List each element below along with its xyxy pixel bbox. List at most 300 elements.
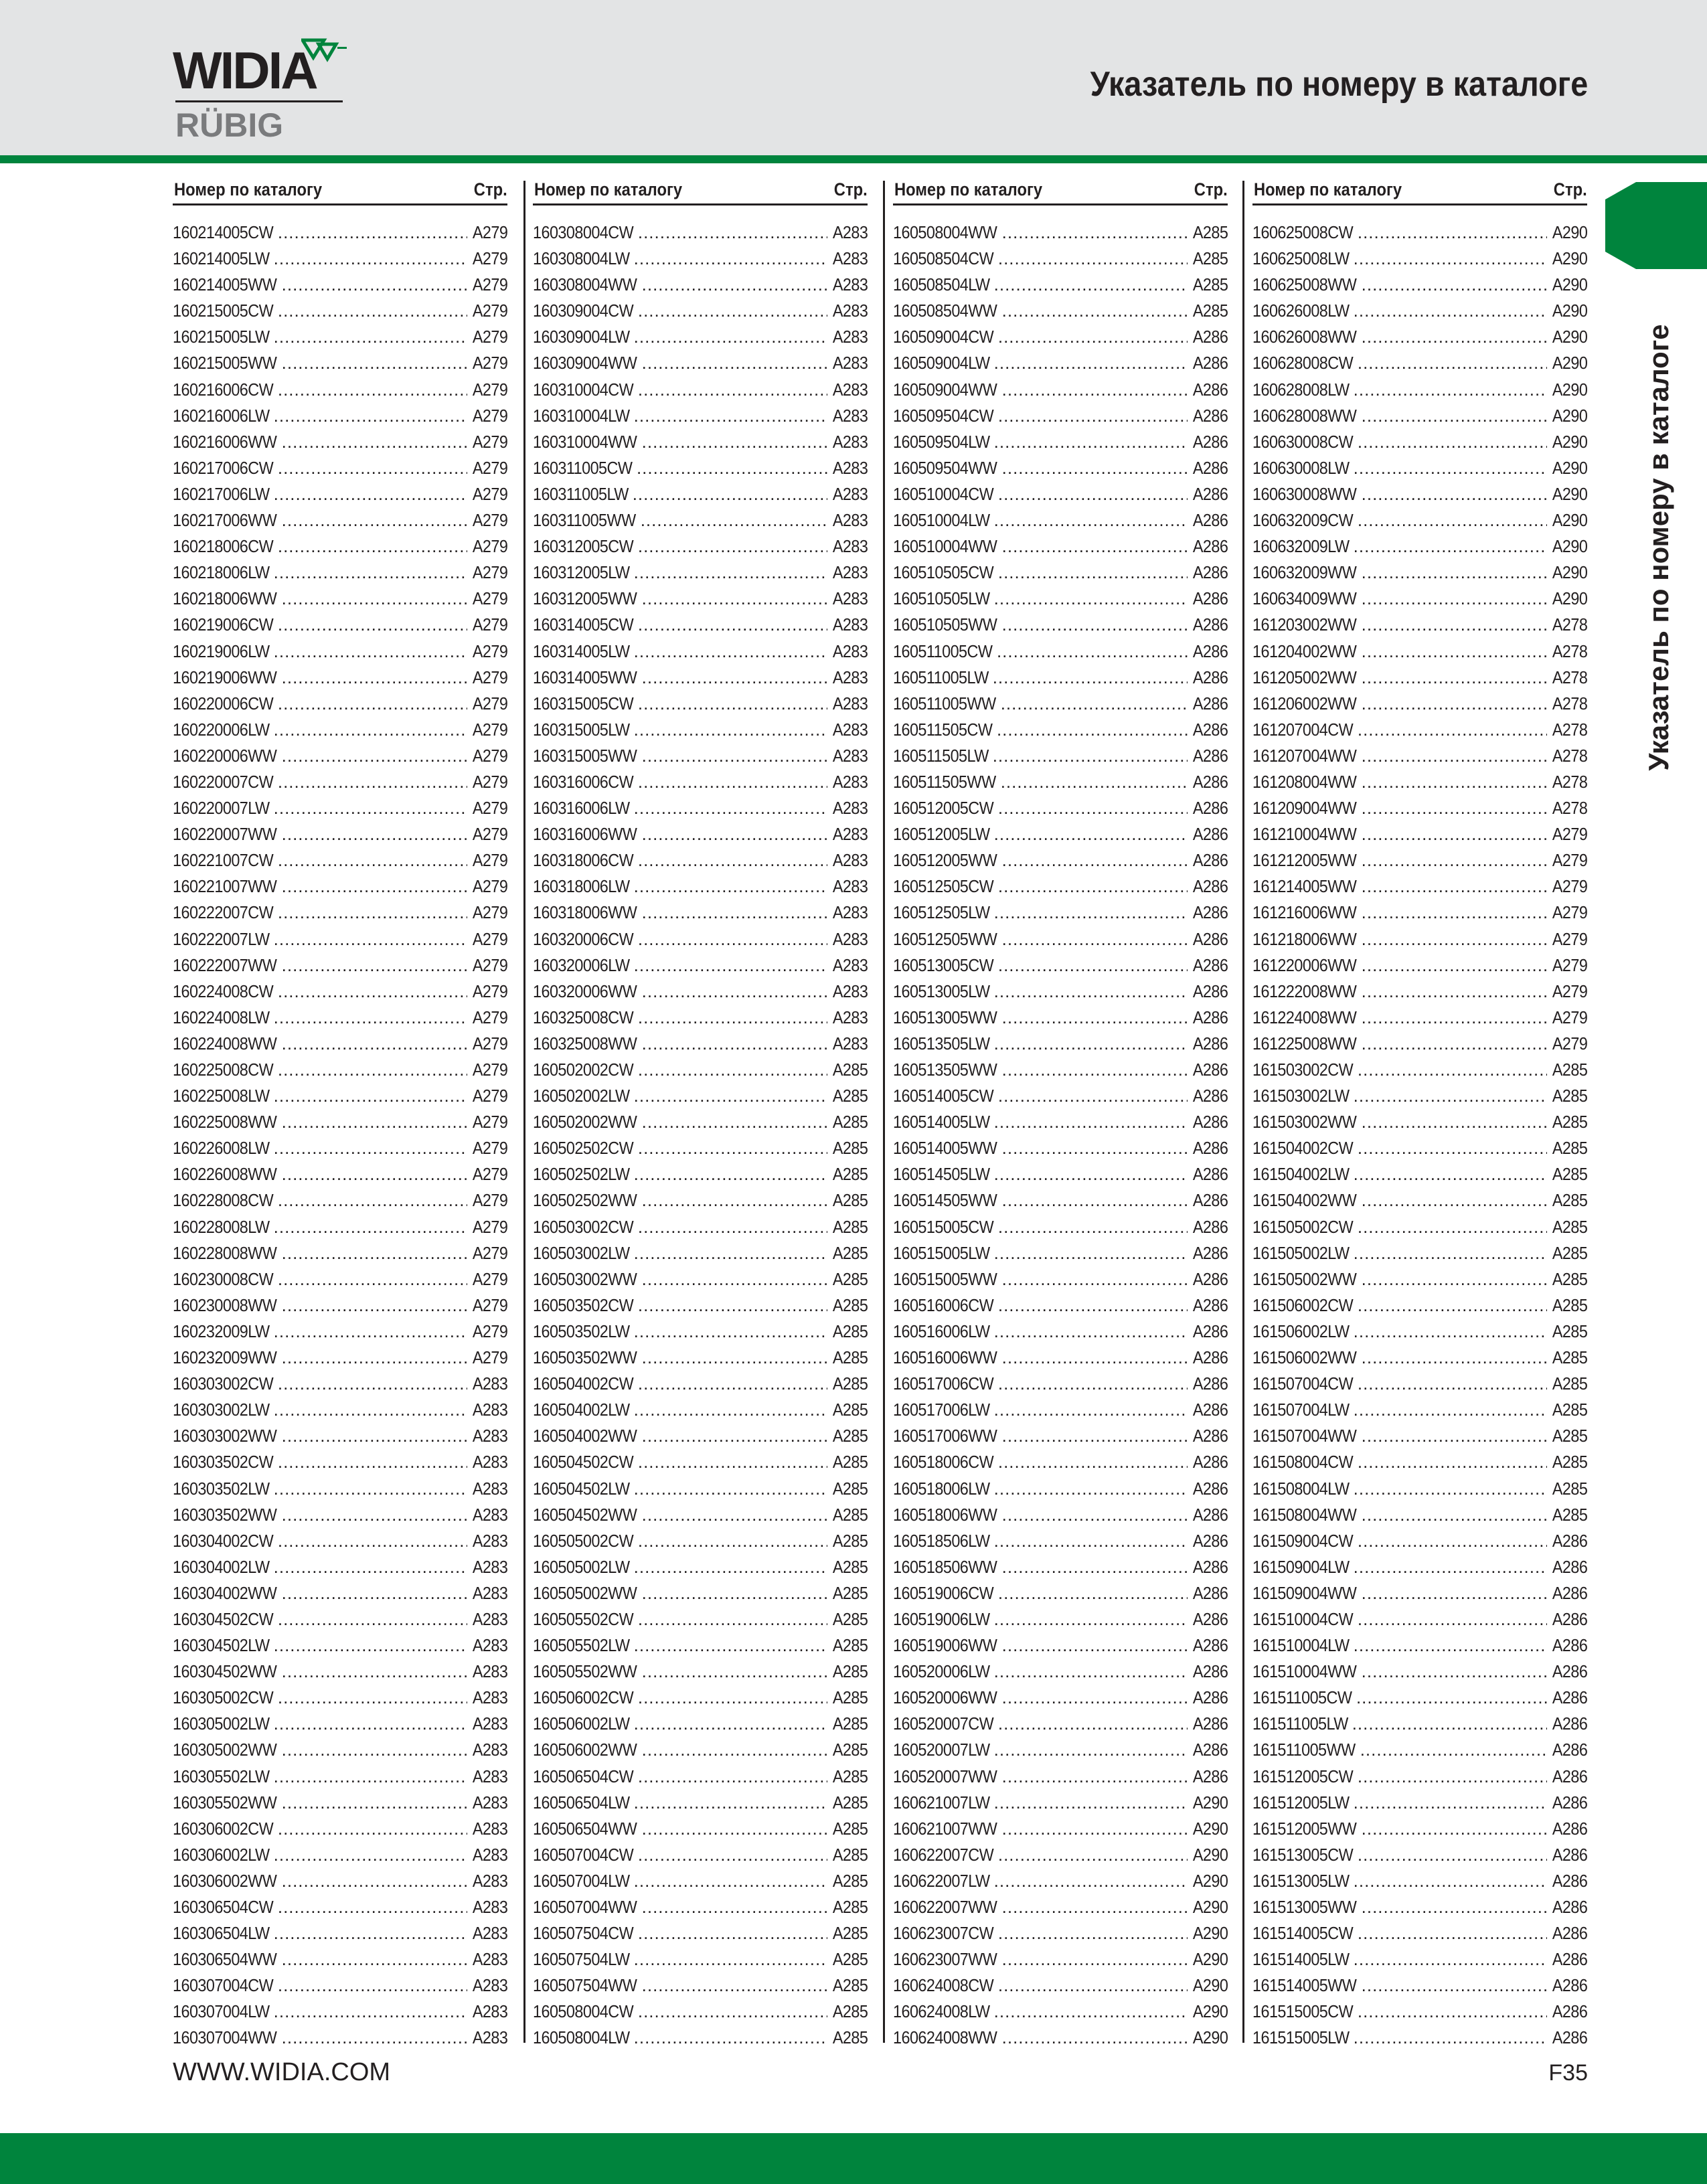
catalog-number: 160502002CW: [533, 1060, 634, 1080]
catalog-number: 160320006CW: [533, 928, 634, 949]
index-row: [173, 979, 507, 1005]
catalog-number: 160318006LW: [533, 876, 630, 897]
index-row: [1252, 1423, 1587, 1449]
catalog-number: 160314005CW: [533, 614, 634, 635]
catalog-number: 160305502LW: [173, 1766, 270, 1786]
index-row: [893, 246, 1228, 272]
catalog-number: 160621007LW: [893, 1792, 990, 1813]
dot-leader: [638, 1292, 827, 1319]
logo-widia-text: WIDIA: [173, 41, 317, 100]
page-reference: A286: [1192, 954, 1228, 975]
index-row: [173, 665, 507, 691]
column-divider: [523, 181, 525, 2043]
index-row: [533, 1109, 868, 1135]
dot-leader: [1362, 586, 1547, 612]
dot-leader: [278, 1449, 467, 1475]
index-row: [893, 1764, 1228, 1790]
index-row: [533, 769, 868, 795]
catalog-number: 160515005CW: [893, 1216, 994, 1237]
index-row: [173, 1842, 507, 1868]
index-row: [1252, 873, 1587, 900]
dot-leader: [994, 1240, 1188, 1266]
page-reference: A286: [1192, 1766, 1228, 1786]
dot-leader: [1358, 1999, 1547, 2025]
dot-leader: [642, 1737, 827, 1763]
catalog-number: 161508004CW: [1252, 1452, 1354, 1473]
catalog-number: 160217006WW: [173, 510, 277, 531]
dot-leader: [634, 1476, 827, 1502]
catalog-number: 160218006CW: [173, 536, 274, 557]
catalog-number: 160516006CW: [893, 1294, 994, 1315]
page-reference: A290: [1192, 2027, 1228, 2048]
page-reference: A290: [1192, 1975, 1228, 1996]
page-reference: A279: [1552, 954, 1587, 975]
dot-leader: [994, 1319, 1188, 1345]
dot-leader: [278, 612, 467, 638]
catalog-number: 161514005CW: [1252, 1923, 1354, 1944]
page-reference: A286: [1552, 1740, 1587, 1760]
dot-leader: [638, 1135, 827, 1161]
page-reference: A286: [1552, 1766, 1587, 1786]
index-row: [893, 1345, 1228, 1371]
page-reference: A283: [472, 2001, 507, 2022]
catalog-number: 160508504LW: [893, 274, 990, 295]
page-reference: A286: [1192, 1713, 1228, 1734]
catalog-number: 160316006LW: [533, 798, 630, 819]
catalog-number: 160217006CW: [173, 457, 274, 478]
catalog-number: 160303002WW: [173, 1426, 277, 1446]
page-reference: A279: [472, 510, 507, 531]
dot-leader: [634, 952, 827, 979]
index-row: [893, 665, 1228, 691]
dot-leader: [642, 350, 827, 376]
logo-divider: [175, 100, 343, 102]
dot-leader: [1354, 1632, 1547, 1659]
index-row: [173, 403, 507, 429]
page-reference: A279: [472, 1060, 507, 1080]
dot-leader: [638, 1371, 827, 1397]
catalog-number: 160632009WW: [1252, 562, 1357, 583]
catalog-number: 160314005WW: [533, 667, 637, 687]
page-reference: A286: [1192, 588, 1228, 609]
page-reference: A285: [832, 1687, 868, 1708]
logo-rubig-text: RÜBIG: [175, 106, 284, 144]
page-reference: A283: [472, 1923, 507, 1944]
dot-leader: [638, 847, 827, 873]
index-row: [533, 1214, 868, 1240]
index-row: [1252, 1999, 1587, 2025]
index-row: [1252, 979, 1587, 1005]
index-row: [173, 1999, 507, 2025]
page-reference: A285: [1552, 1268, 1587, 1289]
page-reference: A283: [472, 1740, 507, 1760]
dot-leader: [998, 1371, 1188, 1397]
index-row: [173, 1632, 507, 1659]
page-reference: A286: [1192, 771, 1228, 792]
page-reference: A283: [832, 954, 868, 975]
index-row: [173, 350, 507, 376]
dot-leader: [1358, 1214, 1547, 1240]
dot-leader: [274, 1764, 467, 1790]
catalog-number: 161504002LW: [1252, 1164, 1350, 1185]
page-reference: A286: [1552, 1713, 1587, 1734]
catalog-number: 160509004LW: [893, 353, 990, 373]
catalog-number: 160504502LW: [533, 1478, 630, 1499]
dot-leader: [642, 429, 827, 455]
dot-leader: [1002, 1502, 1188, 1528]
index-row: [1252, 639, 1587, 665]
index-row: [173, 1292, 507, 1319]
page-reference: A286: [1192, 1661, 1228, 1682]
column-divider: [883, 181, 885, 2043]
index-row: [893, 586, 1228, 612]
page-reference: A285: [832, 2027, 868, 2048]
page-reference: A286: [1192, 1452, 1228, 1473]
catalog-number: 160624008CW: [893, 1975, 994, 1996]
page-reference: A283: [472, 1635, 507, 1656]
catalog-number: 161508004WW: [1252, 1504, 1357, 1525]
dot-leader: [1358, 429, 1547, 455]
page-reference: A283: [472, 1766, 507, 1786]
dot-leader: [638, 1528, 827, 1554]
page-reference: A279: [472, 641, 507, 661]
page-reference: A286: [1192, 798, 1228, 819]
dot-leader: [642, 1972, 827, 1999]
catalog-number: 160626008LW: [1252, 301, 1350, 321]
index-row: [893, 1972, 1228, 1999]
dot-leader: [994, 900, 1188, 926]
page-reference: A285: [832, 1478, 868, 1499]
page-reference: A286: [1552, 1870, 1587, 1891]
index-row: [1252, 1528, 1587, 1554]
page-reference: A285: [1552, 1216, 1587, 1237]
page-reference: A286: [1192, 431, 1228, 452]
page-reference: A285: [832, 1294, 868, 1315]
index-row: [1252, 1972, 1587, 1999]
index-row: [533, 1161, 868, 1187]
dot-leader: [1362, 691, 1547, 717]
index-row: [173, 1371, 507, 1397]
dot-leader: [1354, 1083, 1547, 1109]
catalog-number: 160215005WW: [173, 353, 277, 373]
page-reference: A285: [1552, 1426, 1587, 1446]
catalog-number: 160518006WW: [893, 1504, 997, 1525]
index-row: [893, 1109, 1228, 1135]
catalog-number: 161507004CW: [1252, 1373, 1354, 1394]
dot-leader: [282, 350, 467, 376]
page-reference: A283: [472, 1949, 507, 1970]
catalog-number: 160520007CW: [893, 1713, 994, 1734]
page-reference: A283: [832, 536, 868, 557]
page-reference: A283: [832, 301, 868, 321]
dot-leader: [1352, 1711, 1547, 1737]
catalog-number: 160625008WW: [1252, 274, 1357, 295]
page-reference: A283: [472, 1582, 507, 1603]
page-reference: A283: [472, 1426, 507, 1446]
index-row: [533, 403, 868, 429]
catalog-number: 160325008WW: [533, 1033, 637, 1054]
catalog-number: 160315005CW: [533, 693, 634, 713]
dot-leader: [638, 220, 827, 246]
page-reference: A283: [472, 1713, 507, 1734]
page-reference: A286: [1552, 1530, 1587, 1551]
index-row: [173, 1816, 507, 1842]
index-row: [1252, 1109, 1587, 1135]
index-row: [173, 586, 507, 612]
page-reference: A285: [832, 1713, 868, 1734]
dot-leader: [1354, 1240, 1547, 1266]
page-reference: A285: [832, 1608, 868, 1629]
catalog-number: 160622007CW: [893, 1844, 994, 1865]
page-reference: A279: [1552, 902, 1587, 923]
dot-leader: [1356, 1685, 1547, 1711]
page-reference: A285: [1552, 1138, 1587, 1159]
dot-leader: [282, 1790, 467, 1816]
index-row: [893, 1161, 1228, 1187]
page-reference: A283: [832, 457, 868, 478]
page-reference: A283: [832, 798, 868, 819]
page-reference: A285: [832, 1897, 868, 1917]
page-reference: A290: [1552, 222, 1587, 242]
dot-leader: [1002, 533, 1188, 560]
index-row: [533, 1397, 868, 1423]
catalog-number: 160320006WW: [533, 981, 637, 1001]
dot-leader: [274, 1005, 467, 1031]
catalog-number: 160306504WW: [173, 1949, 277, 1970]
index-row: [533, 1999, 868, 2025]
index-row: [173, 1946, 507, 1972]
widia-triangle-logo-icon: [301, 37, 349, 71]
catalog-number: 160318006WW: [533, 902, 637, 923]
dot-leader: [638, 691, 827, 717]
page-reference: A286: [1192, 405, 1228, 426]
catalog-number: 160318006CW: [533, 850, 634, 871]
dot-leader: [634, 639, 827, 665]
page-reference: A283: [472, 1661, 507, 1682]
index-row: [173, 1737, 507, 1763]
dot-leader: [638, 769, 827, 795]
catalog-number: 160311005LW: [533, 483, 629, 504]
catalog-number: 160214005LW: [173, 248, 270, 269]
dot-leader: [994, 586, 1188, 612]
index-row: [1252, 1554, 1587, 1580]
dot-leader: [634, 246, 827, 272]
page-reference: A290: [1552, 274, 1587, 295]
dot-leader: [1358, 1292, 1547, 1319]
page-reference: A286: [1192, 1556, 1228, 1577]
page-reference: A279: [472, 745, 507, 766]
page-reference: A286: [1552, 1582, 1587, 1603]
index-rows: [173, 220, 507, 2051]
index-column-3: [893, 175, 1228, 2048]
index-row: [533, 586, 868, 612]
catalog-number: 160520007WW: [893, 1766, 997, 1786]
index-row: [173, 1764, 507, 1790]
dot-leader: [638, 533, 827, 560]
catalog-number: 161513005CW: [1252, 1844, 1354, 1865]
page-reference: A278: [1552, 641, 1587, 661]
index-row: [533, 743, 868, 769]
catalog-number: 160623007CW: [893, 1923, 994, 1944]
page-reference: A279: [472, 902, 507, 923]
index-row: [533, 1764, 868, 1790]
catalog-number: 160320006LW: [533, 954, 630, 975]
catalog-number: 160626008WW: [1252, 327, 1357, 347]
index-row: [533, 612, 868, 638]
page-reference: A290: [1552, 431, 1587, 452]
catalog-number: 160228008CW: [173, 1190, 274, 1211]
page-reference: A285: [832, 1949, 868, 1970]
page-reference: A285: [1552, 1478, 1587, 1499]
dot-leader: [1002, 1816, 1188, 1842]
page-reference: A283: [832, 928, 868, 949]
page-reference: A290: [1552, 353, 1587, 373]
index-row: [1252, 1816, 1587, 1842]
index-row: [533, 1685, 868, 1711]
index-row: [1252, 1266, 1587, 1292]
index-row: [533, 1371, 868, 1397]
page-reference: A286: [1192, 1504, 1228, 1525]
dot-leader: [282, 1423, 467, 1449]
dot-leader: [1358, 1920, 1547, 1946]
index-row: [893, 1502, 1228, 1528]
catalog-number: 161503002CW: [1252, 1060, 1354, 1080]
dot-leader: [998, 1920, 1188, 1946]
page-reference: A286: [1192, 876, 1228, 897]
page-reference: A285: [832, 1818, 868, 1839]
catalog-number: 161209004WW: [1252, 798, 1357, 819]
dot-leader: [1002, 926, 1188, 952]
catalog-number: 160503002WW: [533, 1268, 637, 1289]
page-reference: A286: [1192, 1294, 1228, 1315]
dot-leader: [998, 1214, 1188, 1240]
page-reference: A285: [1192, 248, 1228, 269]
index-row: [1252, 847, 1587, 873]
dot-leader: [1002, 1135, 1188, 1161]
page-reference: A279: [472, 1007, 507, 1027]
catalog-number: 161510004CW: [1252, 1608, 1354, 1629]
page-reference: A285: [1552, 1452, 1587, 1473]
catalog-number: 160520006LW: [893, 1661, 990, 1682]
catalog-number: 160628008CW: [1252, 353, 1354, 373]
dot-leader: [634, 1790, 827, 1816]
index-row: [893, 298, 1228, 324]
index-row: [173, 1528, 507, 1554]
index-row: [1252, 1606, 1587, 1632]
dot-leader: [1362, 952, 1547, 979]
catalog-number: 160224008CW: [173, 981, 274, 1001]
page-reference: A286: [1552, 1661, 1587, 1682]
index-row: [533, 1711, 868, 1737]
index-row: [1252, 1161, 1587, 1187]
page-reference: A283: [472, 1844, 507, 1865]
catalog-number: 160309004CW: [533, 301, 634, 321]
dot-leader: [634, 324, 827, 350]
dot-leader: [282, 1292, 467, 1319]
index-row: [1252, 665, 1587, 691]
dot-leader: [278, 533, 467, 560]
catalog-number: 160503002CW: [533, 1216, 634, 1237]
index-row: [893, 429, 1228, 455]
page-reference: A286: [1192, 641, 1228, 661]
dot-leader: [642, 1187, 827, 1213]
catalog-number: 160224008LW: [173, 1007, 270, 1027]
footer-website-link[interactable]: WWW.WIDIA.COM: [173, 2058, 391, 2086]
page-reference: A279: [472, 667, 507, 687]
index-row: [533, 507, 868, 533]
dot-leader: [993, 743, 1188, 769]
dot-leader: [998, 1449, 1188, 1475]
index-row: [533, 1449, 868, 1475]
index-row: [533, 1946, 868, 1972]
index-row: [173, 1187, 507, 1213]
index-row: [533, 1580, 868, 1606]
catalog-number: 160506002LW: [533, 1713, 630, 1734]
catalog-number: 160310004WW: [533, 431, 637, 452]
catalog-number: 160221007CW: [173, 850, 274, 871]
page-reference: A279: [472, 1164, 507, 1185]
page-reference: A279: [472, 798, 507, 819]
dot-leader: [642, 1031, 827, 1057]
page-heading: Стр.: [474, 179, 507, 199]
catalog-number: 160505502LW: [533, 1635, 630, 1656]
dot-leader: [642, 979, 827, 1005]
index-row: [893, 533, 1228, 560]
dot-leader: [994, 272, 1188, 298]
dot-leader: [634, 1946, 827, 1972]
page-reference: A279: [472, 1321, 507, 1341]
index-row: [1252, 1449, 1587, 1475]
page-reference: A285: [832, 1321, 868, 1341]
dot-leader: [282, 665, 467, 691]
page-reference: A286: [1192, 719, 1228, 740]
dot-leader: [994, 1161, 1188, 1187]
catalog-number: 160509004WW: [893, 379, 997, 400]
page-reference: A283: [472, 2027, 507, 2048]
index-row: [533, 324, 868, 350]
dot-leader: [638, 377, 827, 403]
index-row: [893, 1057, 1228, 1083]
page-reference: A283: [472, 1897, 507, 1917]
dot-leader: [1362, 1109, 1547, 1135]
dot-leader: [1362, 847, 1547, 873]
page-reference: A278: [1552, 667, 1587, 687]
index-row: [893, 1711, 1228, 1737]
dot-leader: [638, 926, 827, 952]
page-reference: A279: [472, 1138, 507, 1159]
page-reference: A290: [1192, 1792, 1228, 1813]
dot-leader: [1362, 639, 1547, 665]
index-row: [1252, 220, 1587, 246]
dot-leader: [282, 1580, 467, 1606]
catalog-number: 160309004WW: [533, 353, 637, 373]
catalog-number: 160304502CW: [173, 1608, 274, 1629]
catalog-number: 160510505CW: [893, 562, 994, 583]
page-reference: A286: [1552, 1818, 1587, 1839]
page-reference: A279: [1552, 1007, 1587, 1027]
page-heading: Стр.: [1194, 179, 1228, 199]
dot-leader: [994, 1868, 1188, 1894]
page-reference: A285: [832, 1242, 868, 1263]
dot-leader: [1002, 1057, 1188, 1083]
dot-leader: [634, 717, 827, 743]
index-row: [1252, 1894, 1587, 1920]
catalog-number: 160220007WW: [173, 824, 277, 845]
index-row: [893, 1319, 1228, 1345]
dot-leader: [642, 1816, 827, 1842]
dot-leader: [1002, 847, 1188, 873]
page-reference: A286: [1552, 2001, 1587, 2022]
